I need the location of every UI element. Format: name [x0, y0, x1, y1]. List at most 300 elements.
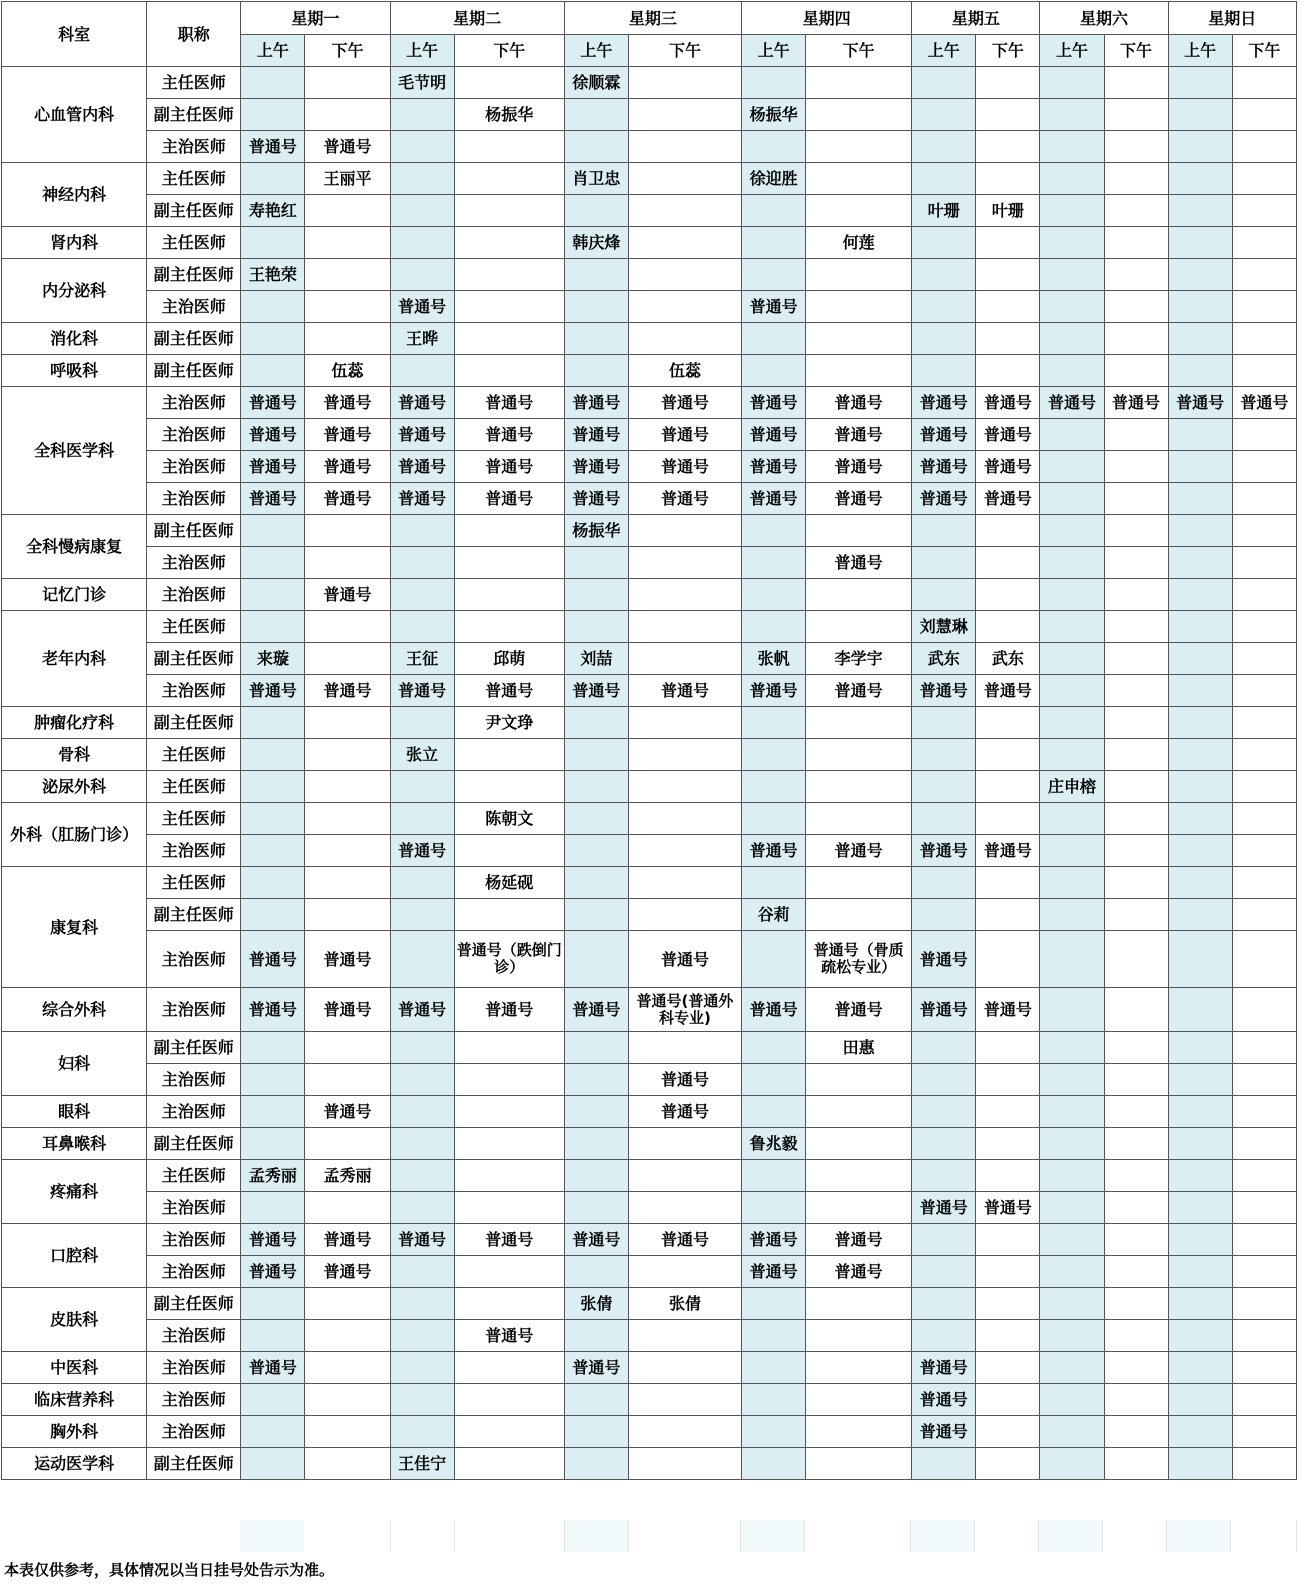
pm-slot-cell [454, 1192, 564, 1224]
title-cell: 副主任医师 [147, 643, 241, 675]
pm-slot-cell [806, 1288, 912, 1320]
pm-slot-cell [305, 67, 390, 99]
table-row [2, 1032, 1297, 1064]
am-slot-cell [241, 1064, 305, 1096]
am-slot-cell [564, 739, 628, 771]
am-slot-cell [390, 1288, 454, 1320]
pm-slot-cell [305, 259, 390, 291]
title-cell: 副主任医师 [147, 899, 241, 931]
pm-slot-cell [1104, 163, 1168, 195]
pm-slot-cell [454, 739, 564, 771]
day-header: 星期日 [1168, 2, 1296, 35]
title-cell: 主治医师 [147, 1096, 241, 1128]
pm-slot-cell [1232, 1224, 1296, 1256]
am-slot-cell [390, 1064, 454, 1096]
pm-slot-cell [628, 227, 741, 259]
am-slot-cell: 普通号 [742, 291, 806, 323]
pm-slot-cell [976, 163, 1040, 195]
am-slot-cell: 普通号 [564, 483, 628, 515]
pm-slot-cell [1104, 1224, 1168, 1256]
am-slot-cell: 肖卫忠 [564, 163, 628, 195]
table-row [2, 355, 1297, 387]
pm-slot-cell [1104, 835, 1168, 867]
pm-slot-cell [806, 803, 912, 835]
am-slot-cell [241, 739, 305, 771]
pm-slot-cell [628, 131, 741, 163]
pm-slot-cell: 普通号 [305, 131, 390, 163]
pm-header: 下午 [305, 35, 390, 67]
am-slot-cell [241, 1128, 305, 1160]
pm-slot-cell: 普通号 [976, 835, 1040, 867]
am-slot-cell [912, 1160, 976, 1192]
pm-slot-cell [1232, 419, 1296, 451]
pm-slot-cell [1232, 771, 1296, 803]
pm-slot-cell [976, 1032, 1040, 1064]
am-slot-cell [742, 195, 806, 227]
am-slot-cell [564, 99, 628, 131]
am-slot-cell [1168, 1352, 1232, 1384]
table-row [2, 899, 1297, 931]
pm-slot-cell [1232, 931, 1296, 988]
pm-slot-cell [1232, 1416, 1296, 1448]
am-slot-cell [241, 1032, 305, 1064]
am-slot-cell: 杨振华 [564, 515, 628, 547]
pm-slot-cell: 何莲 [806, 227, 912, 259]
am-slot-cell: 孟秀丽 [241, 1160, 305, 1192]
pm-slot-cell [806, 1160, 912, 1192]
day-header: 星期五 [912, 2, 1040, 35]
am-slot-cell [1040, 803, 1104, 835]
pm-slot-cell [454, 835, 564, 867]
title-cell: 副主任医师 [147, 355, 241, 387]
footer-note: 本表仅供参考，具体情况以当日挂号处告示为准。 [4, 1561, 335, 1579]
pm-slot-cell: 普通号 [806, 419, 912, 451]
pm-slot-cell: 普通号 [976, 451, 1040, 483]
pm-slot-cell [1104, 131, 1168, 163]
pm-slot-cell [976, 1096, 1040, 1128]
pm-slot-cell [628, 291, 741, 323]
am-slot-cell [1168, 1256, 1232, 1288]
dept-cell: 眼科 [2, 1096, 147, 1128]
pm-slot-cell [628, 867, 741, 899]
dept-cell: 泌尿外科 [2, 771, 147, 803]
am-slot-cell: 普通号 [390, 387, 454, 419]
pm-slot-cell [628, 1032, 741, 1064]
pm-slot-cell [976, 227, 1040, 259]
am-slot-cell [241, 355, 305, 387]
pm-slot-cell [628, 835, 741, 867]
pm-slot-cell [1232, 675, 1296, 707]
title-cell: 主治医师 [147, 483, 241, 515]
table-row [2, 483, 1297, 515]
pm-slot-cell [976, 1064, 1040, 1096]
am-slot-cell: 刘喆 [564, 643, 628, 675]
am-slot-cell [241, 1416, 305, 1448]
title-cell: 主治医师 [147, 1352, 241, 1384]
pm-slot-cell [1104, 643, 1168, 675]
pm-slot-cell [1232, 483, 1296, 515]
pm-slot-cell [806, 1352, 912, 1384]
am-slot-cell [241, 1192, 305, 1224]
pm-slot-cell: 普通号 [454, 675, 564, 707]
am-slot-cell [1040, 707, 1104, 739]
am-slot-cell: 徐顺霖 [564, 67, 628, 99]
am-slot-cell [1040, 163, 1104, 195]
am-slot-cell [564, 899, 628, 931]
am-slot-cell [1168, 547, 1232, 579]
pm-slot-cell [806, 611, 912, 643]
pm-slot-cell [305, 1128, 390, 1160]
pm-slot-cell [1232, 707, 1296, 739]
pm-slot-cell [1104, 67, 1168, 99]
am-slot-cell [742, 1320, 806, 1352]
pm-slot-cell [806, 1320, 912, 1352]
dept-cell: 中医科 [2, 1352, 147, 1384]
pm-slot-cell: 普通号 [305, 675, 390, 707]
am-slot-cell [1168, 1448, 1232, 1480]
am-slot-cell [241, 1288, 305, 1320]
am-slot-cell [1168, 988, 1232, 1032]
pm-slot-cell [1104, 1384, 1168, 1416]
pm-slot-cell [976, 131, 1040, 163]
am-header: 上午 [390, 35, 454, 67]
am-slot-cell [912, 547, 976, 579]
pm-slot-cell: 普通号 [305, 387, 390, 419]
am-slot-cell [1040, 931, 1104, 988]
pm-slot-cell: 普通号(普通外科专业) [628, 988, 741, 1032]
am-slot-cell [390, 1256, 454, 1288]
pm-slot-cell: 普通号 [628, 1096, 741, 1128]
pm-slot-cell: 普通号 [305, 451, 390, 483]
am-slot-cell [912, 1096, 976, 1128]
pm-slot-cell [305, 323, 390, 355]
pm-slot-cell [628, 547, 741, 579]
pm-slot-cell: 普通号 [976, 675, 1040, 707]
table-row [2, 867, 1297, 899]
am-slot-cell: 普通号 [390, 988, 454, 1032]
table-row [2, 739, 1297, 771]
pm-slot-cell [628, 195, 741, 227]
am-slot-cell [1168, 1416, 1232, 1448]
pm-slot-cell [1104, 1416, 1168, 1448]
pm-slot-cell [628, 1416, 741, 1448]
pm-slot-cell: 普通号 [806, 1224, 912, 1256]
am-slot-cell [912, 259, 976, 291]
am-slot-cell [390, 99, 454, 131]
title-cell: 主治医师 [147, 1256, 241, 1288]
am-slot-cell: 普通号 [742, 419, 806, 451]
am-slot-cell: 普通号 [390, 1224, 454, 1256]
title-cell: 主治医师 [147, 1416, 241, 1448]
pm-slot-cell [454, 1448, 564, 1480]
am-slot-cell [1168, 67, 1232, 99]
am-slot-cell [1040, 547, 1104, 579]
title-header: 职称 [147, 2, 241, 67]
day-header: 星期六 [1040, 2, 1168, 35]
am-slot-cell [912, 1320, 976, 1352]
pm-slot-cell [976, 867, 1040, 899]
am-slot-cell: 普通号 [564, 387, 628, 419]
am-slot-cell [1168, 1288, 1232, 1320]
pm-slot-cell: 普通号 [454, 1224, 564, 1256]
am-slot-cell [742, 67, 806, 99]
am-slot-cell [1168, 771, 1232, 803]
am-slot-cell: 张立 [390, 739, 454, 771]
pm-slot-cell [628, 515, 741, 547]
am-slot-cell [241, 227, 305, 259]
pm-slot-cell [454, 259, 564, 291]
pm-slot-cell [454, 67, 564, 99]
pm-slot-cell [454, 355, 564, 387]
am-slot-cell [742, 131, 806, 163]
pm-slot-cell [976, 1384, 1040, 1416]
pm-slot-cell [305, 1384, 390, 1416]
pm-slot-cell [1232, 131, 1296, 163]
am-slot-cell [912, 899, 976, 931]
am-slot-cell: 普通号 [241, 675, 305, 707]
pm-slot-cell [628, 1256, 741, 1288]
pm-slot-cell [1232, 1064, 1296, 1096]
pm-slot-cell: 普通号 [628, 1224, 741, 1256]
pm-slot-cell: 普通号 [976, 988, 1040, 1032]
pm-slot-cell: 普通号 [806, 1256, 912, 1288]
am-slot-cell: 徐迎胜 [742, 163, 806, 195]
pm-slot-cell [628, 707, 741, 739]
am-slot-cell [742, 931, 806, 988]
am-slot-cell [742, 611, 806, 643]
pm-slot-cell: 普通号 [628, 931, 741, 988]
am-slot-cell: 寿艳红 [241, 195, 305, 227]
am-slot-cell [912, 291, 976, 323]
am-slot-cell: 普通号 [912, 931, 976, 988]
table-row [2, 323, 1297, 355]
pm-slot-cell [1232, 323, 1296, 355]
pm-header: 下午 [1232, 35, 1296, 67]
am-slot-cell: 普通号 [390, 291, 454, 323]
pm-slot-cell: 杨振华 [454, 99, 564, 131]
am-slot-cell [390, 131, 454, 163]
am-slot-cell: 普通号 [912, 1416, 976, 1448]
pm-slot-cell [806, 579, 912, 611]
am-slot-cell: 普通号 [241, 1256, 305, 1288]
am-slot-cell [1168, 1160, 1232, 1192]
dept-cell: 呼吸科 [2, 355, 147, 387]
am-slot-cell [742, 707, 806, 739]
am-slot-cell [912, 99, 976, 131]
am-slot-cell: 普通号 [1168, 387, 1232, 419]
am-slot-cell [1040, 259, 1104, 291]
pm-slot-cell [1232, 163, 1296, 195]
pm-slot-cell [454, 899, 564, 931]
am-slot-cell [912, 1224, 976, 1256]
pm-slot-cell [976, 1128, 1040, 1160]
am-slot-cell: 庄申榕 [1040, 771, 1104, 803]
am-slot-cell [1168, 1064, 1232, 1096]
pm-slot-cell [454, 1288, 564, 1320]
am-slot-cell [390, 163, 454, 195]
pm-slot-cell [454, 163, 564, 195]
am-slot-cell [390, 1032, 454, 1064]
am-slot-cell [564, 1384, 628, 1416]
am-slot-cell [1040, 451, 1104, 483]
table-row [2, 611, 1297, 643]
am-slot-cell [1168, 611, 1232, 643]
am-slot-cell [912, 1064, 976, 1096]
pm-slot-cell [976, 259, 1040, 291]
pm-slot-cell [976, 99, 1040, 131]
pm-slot-cell [806, 259, 912, 291]
pm-slot-cell [454, 1160, 564, 1192]
am-slot-cell [1040, 1320, 1104, 1352]
am-slot-cell [742, 323, 806, 355]
day-header: 星期一 [241, 2, 390, 35]
am-slot-cell: 王艳荣 [241, 259, 305, 291]
pm-slot-cell [1104, 1032, 1168, 1064]
table-row [2, 163, 1297, 195]
am-slot-cell [564, 547, 628, 579]
am-slot-cell: 普通号 [912, 835, 976, 867]
am-slot-cell [241, 99, 305, 131]
pm-slot-cell: 武东 [976, 643, 1040, 675]
pm-slot-cell: 普通号 [806, 451, 912, 483]
am-slot-cell [1040, 899, 1104, 931]
am-slot-cell [912, 355, 976, 387]
table-row [2, 1384, 1297, 1416]
pm-slot-cell: 普通号 [305, 988, 390, 1032]
pm-slot-cell [1104, 1320, 1168, 1352]
pm-slot-cell: 伍蕊 [305, 355, 390, 387]
dept-cell: 全科医学科 [2, 387, 147, 515]
pm-slot-cell: 陈朝文 [454, 803, 564, 835]
pm-slot-cell: 普通号 [976, 387, 1040, 419]
am-slot-cell: 王晔 [390, 323, 454, 355]
am-header: 上午 [1168, 35, 1232, 67]
am-slot-cell [241, 1096, 305, 1128]
pm-slot-cell: 李学宇 [806, 643, 912, 675]
pm-slot-cell [1104, 739, 1168, 771]
am-slot-cell [1040, 1224, 1104, 1256]
am-slot-cell [1168, 227, 1232, 259]
am-slot-cell [564, 611, 628, 643]
pm-slot-cell [1104, 899, 1168, 931]
am-slot-cell [1040, 1128, 1104, 1160]
am-slot-cell [564, 1032, 628, 1064]
pm-slot-cell [305, 1064, 390, 1096]
am-slot-cell [390, 227, 454, 259]
pm-slot-cell [1104, 259, 1168, 291]
dept-cell: 消化科 [2, 323, 147, 355]
am-slot-cell: 普通号 [564, 988, 628, 1032]
pm-slot-cell [806, 1096, 912, 1128]
am-slot-cell [564, 1416, 628, 1448]
am-slot-cell [1168, 707, 1232, 739]
am-slot-cell [390, 611, 454, 643]
pm-slot-cell [1232, 1288, 1296, 1320]
am-slot-cell [1040, 1160, 1104, 1192]
am-slot-cell [241, 515, 305, 547]
am-slot-cell: 普通号 [241, 1224, 305, 1256]
pm-slot-cell [628, 1384, 741, 1416]
am-header: 上午 [1040, 35, 1104, 67]
am-slot-cell [390, 1384, 454, 1416]
pm-slot-cell [1232, 195, 1296, 227]
pm-slot-cell [806, 195, 912, 227]
dept-header: 科室 [2, 2, 147, 67]
am-slot-cell: 普通号 [742, 675, 806, 707]
am-slot-cell: 普通号 [241, 419, 305, 451]
am-slot-cell [742, 355, 806, 387]
am-slot-cell [912, 1256, 976, 1288]
pm-header: 下午 [806, 35, 912, 67]
table-row [2, 419, 1297, 451]
pm-slot-cell: 普通号 [454, 387, 564, 419]
am-slot-cell [1168, 931, 1232, 988]
am-slot-cell: 杨振华 [742, 99, 806, 131]
am-slot-cell [390, 771, 454, 803]
am-slot-cell [912, 227, 976, 259]
am-slot-cell [742, 739, 806, 771]
am-slot-cell [390, 931, 454, 988]
am-slot-cell [1040, 1256, 1104, 1288]
am-slot-cell: 普通号 [564, 1352, 628, 1384]
pm-slot-cell [454, 579, 564, 611]
pm-slot-cell [806, 67, 912, 99]
pm-slot-cell: 普通号（跌倒门诊） [454, 931, 564, 988]
am-slot-cell [1168, 195, 1232, 227]
am-slot-cell [1168, 99, 1232, 131]
pm-slot-cell: 普通号 [454, 988, 564, 1032]
title-cell: 副主任医师 [147, 1448, 241, 1480]
am-slot-cell [1168, 131, 1232, 163]
am-slot-cell [1168, 1128, 1232, 1160]
pm-slot-cell [1232, 803, 1296, 835]
am-slot-cell [1168, 579, 1232, 611]
title-cell: 副主任医师 [147, 195, 241, 227]
am-slot-cell [1040, 675, 1104, 707]
pm-slot-cell: 普通号 [806, 675, 912, 707]
pm-slot-cell [628, 1448, 741, 1480]
am-slot-cell: 武东 [912, 643, 976, 675]
pm-slot-cell [1232, 515, 1296, 547]
title-cell: 主治医师 [147, 579, 241, 611]
am-slot-cell [912, 803, 976, 835]
am-slot-cell: 普通号 [241, 483, 305, 515]
pm-slot-cell [305, 291, 390, 323]
title-cell: 主任医师 [147, 803, 241, 835]
table-row [2, 195, 1297, 227]
am-slot-cell [390, 355, 454, 387]
am-slot-cell [390, 1192, 454, 1224]
pm-slot-cell [976, 739, 1040, 771]
am-slot-cell [390, 579, 454, 611]
pm-slot-cell [976, 1416, 1040, 1448]
pm-slot-cell [454, 1256, 564, 1288]
table-row [2, 835, 1297, 867]
am-slot-cell [241, 835, 305, 867]
pm-slot-cell [1232, 1320, 1296, 1352]
am-slot-cell [241, 707, 305, 739]
am-slot-cell [912, 67, 976, 99]
table-row [2, 1224, 1297, 1256]
pm-slot-cell [1232, 835, 1296, 867]
am-slot-cell [241, 899, 305, 931]
pm-slot-cell [454, 227, 564, 259]
am-slot-cell: 普通号 [390, 675, 454, 707]
title-cell: 副主任医师 [147, 99, 241, 131]
pm-slot-cell [1232, 1256, 1296, 1288]
pm-slot-cell [1232, 867, 1296, 899]
am-slot-cell [912, 707, 976, 739]
